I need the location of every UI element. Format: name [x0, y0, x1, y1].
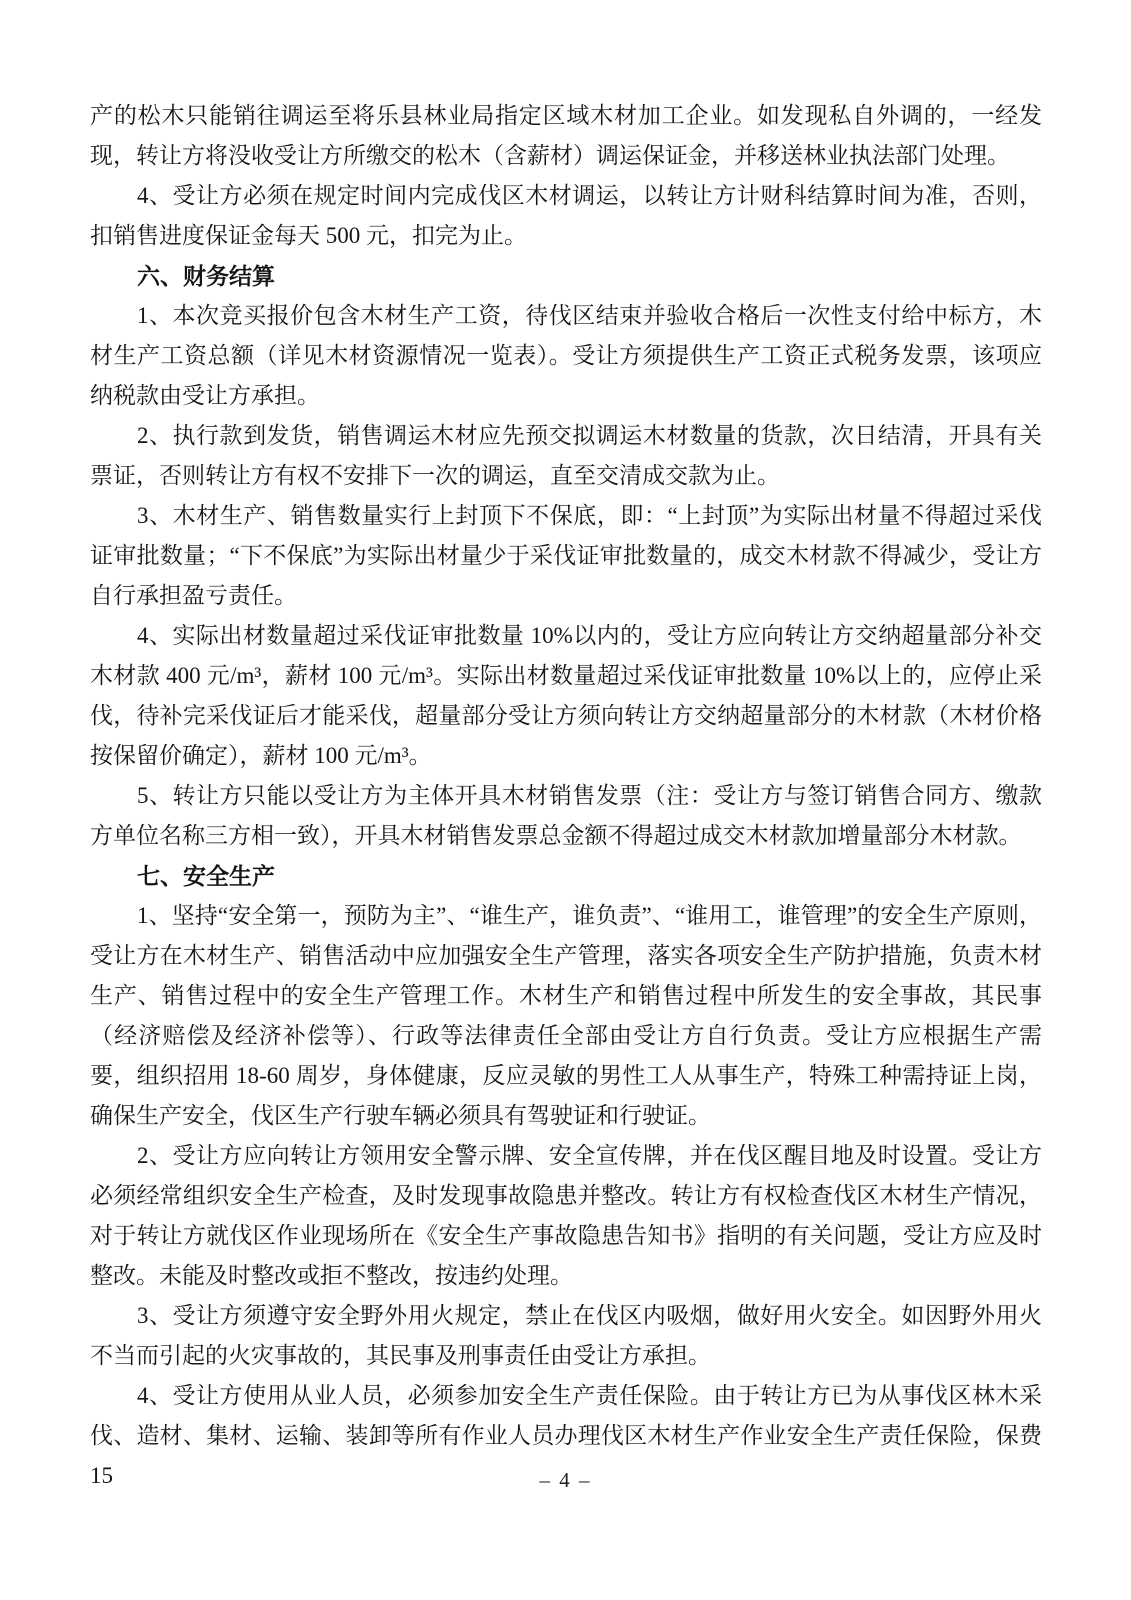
paragraph: 4、实际出材数量超过采伐证审批数量 10%以内的，受让方应向转让方交纳超量部分补交木材款 400 元/m³，薪材 100 元/m³。实际出材数量超过采伐证审批数量 10%以上的，应停止采伐，待补完采伐证后才能采伐，超量部分受让方须向转让方交纳超量部分的木材款（木材价格按保留价确定），薪材 100 元/m³。: [90, 623, 1042, 768]
paragraph: 3、受让方须遵守安全野外用火规定，禁止在伐区内吸烟，做好用火安全。如因野外用火不当而引起的火灾事故的，其民事及刑事责任由受让方承担。: [90, 1303, 1042, 1368]
paragraph: 5、转让方只能以受让方为主体开具木材销售发票（注：受让方与签订销售合同方、缴款方单位名称三方相一致），开具木材销售发票总金额不得超过成交木材款加增量部分木材款。: [90, 783, 1042, 848]
section-heading: 六、财务结算: [137, 263, 275, 289]
page-footer: [0, 1468, 1131, 1493]
paragraph: 1、本次竞买报价包含木材生产工资，待伐区结束并验收合格后一次性支付给中标方，木材生产工资总额（详见木材资源情况一览表）。受让方须提供生产工资正式税务发票，该项应纳税款由受让方承担。: [90, 303, 1042, 408]
page-number: – 4 –: [539, 1468, 592, 1492]
paragraph: 2、受让方应向转让方领用安全警示牌、安全宣传牌，并在伐区醒目地及时设置。受让方必须经常组织安全生产检查，及时发现事故隐患并整改。转让方有权检查伐区木材生产情况，对于转让方就伐区作业现场所在《安全生产事故隐患告知书》指明的有关问题，受让方应及时整改。未能及时整改或拒不整改，按违约处理。: [90, 1143, 1042, 1288]
paragraph: 2、执行款到发货，销售调运木材应先预交拟调运木材数量的货款，次日结清，开具有关票证，否则转让方有权不安排下一次的调运，直至交清成交款为止。: [90, 423, 1042, 488]
section-heading: 七、安全生产: [137, 863, 275, 889]
paragraph: 4、受让方必须在规定时间内完成伐区木材调运，以转让方计财科结算时间为准，否则，扣销售进度保证金每天 500 元，扣完为止。: [90, 183, 1042, 248]
paragraph: 4、受让方使用从业人员，必须参加安全生产责任保险。由于转让方已为从事伐区林木采伐、造材、集材、运输、装卸等所有作业人员办理伐区木材生产作业安全生产责任保险，保费 15: [90, 1383, 1042, 1488]
paragraph: 3、木材生产、销售数量实行上封顶下不保底，即：“上封顶”为实际出材量不得超过采伐证审批数量；“下不保底”为实际出材量少于采伐证审批数量的，成交木材款不得减少，受让方自行承担盈亏责任。: [90, 503, 1042, 608]
document-body: [90, 96, 1042, 1496]
paragraph: 1、坚持“安全第一，预防为主”、“谁生产，谁负责”、“谁用工，谁管理”的安全生产原则，受让方在木材生产、销售活动中应加强安全生产管理，落实各项安全生产防护措施，负责木材生产、销售过程中的安全生产管理工作。木材生产和销售过程中所发生的安全事故，其民事（经济赔偿及经济补偿等）、行政等法律责任全部由受让方自行负责。受让方应根据生产需要，组织招用 18-60 周岁，身体健康，反应灵敏的男性工人从事生产，特殊工种需持证上岗，确保生产安全，伐区生产行驶车辆必须具有驾驶证和行驶证。: [90, 903, 1042, 1128]
paragraph: 产的松木只能销往调运至将乐县林业局指定区域木材加工企业。如发现私自外调的，一经发现，转让方将没收受让方所缴交的松木（含薪材）调运保证金，并移送林业执法部门处理。: [90, 103, 1042, 168]
